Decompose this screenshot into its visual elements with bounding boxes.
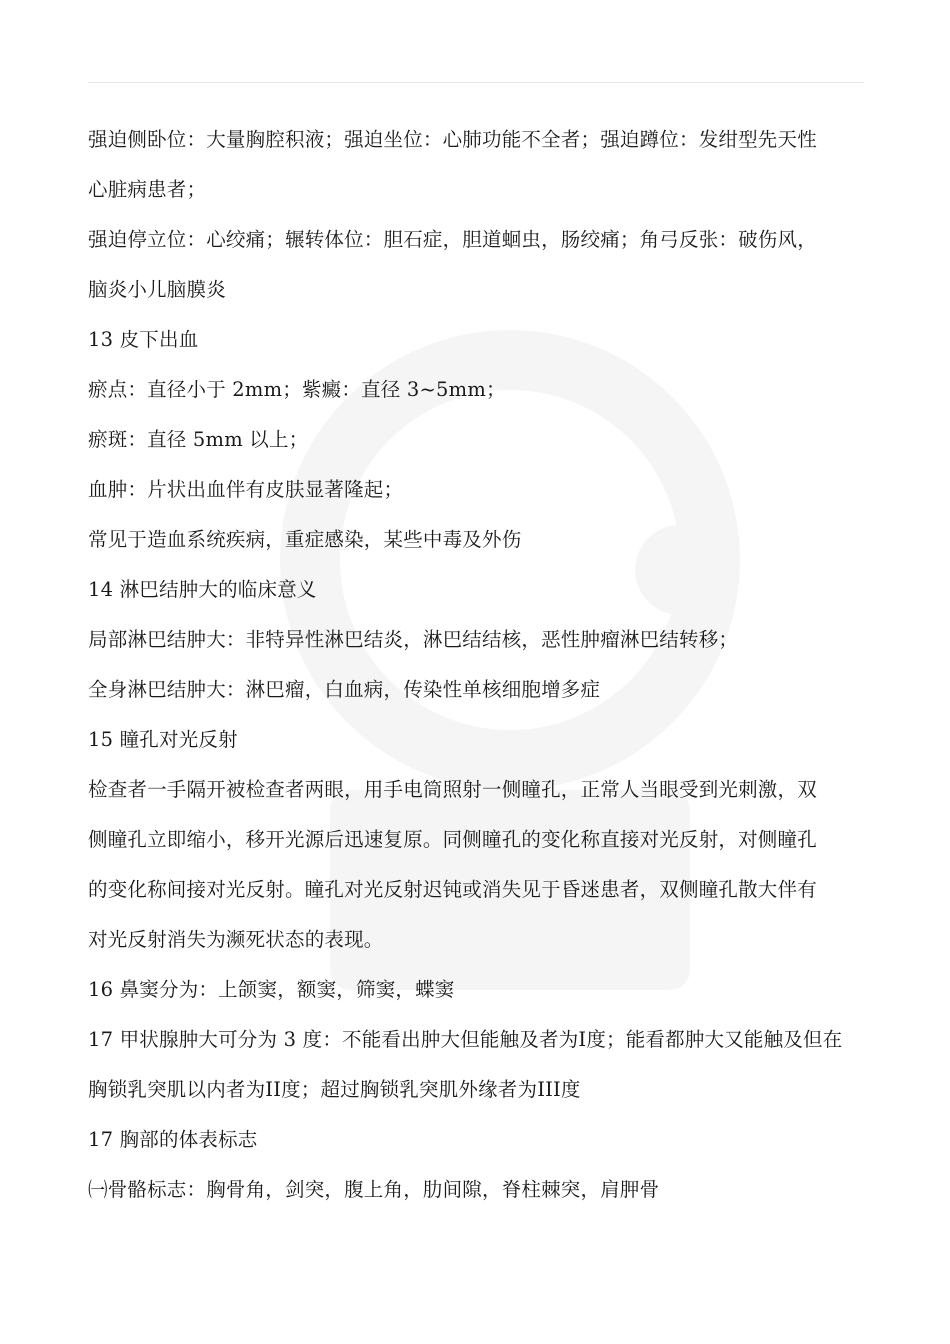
text-line: 瘀点：直径小于 2mm；紫癜：直径 3~5mm； <box>88 378 506 401</box>
text-line: 瘀斑：直径 5mm 以上； <box>88 428 309 451</box>
text-line: 心脏病患者； <box>88 178 207 201</box>
section-heading: 17 甲状腺肿大可分为 3 度：不能看出肿大但能触及者为I度；能看都肿大又能触及但在 <box>88 1028 843 1051</box>
section-heading: 15 瞳孔对光反射 <box>88 728 238 751</box>
text-line: 常见于造血系统疾病，重症感染，某些中毒及外伤 <box>88 528 522 551</box>
text-line: 强迫侧卧位：大量胸腔积液；强迫坐位：心肺功能不全者；强迫蹲位：发绀型先天性 <box>88 128 817 151</box>
section-heading: 14 淋巴结肿大的临床意义 <box>88 578 317 601</box>
section-heading: 13 皮下出血 <box>88 328 199 351</box>
text-line: 的变化称间接对光反射。瞳孔对光反射迟钝或消失见于昏迷患者，双侧瞳孔散大伴有 <box>88 878 817 901</box>
text-line: ㈠骨骼标志：胸骨角，剑突，腹上角，肋间隙，脊柱棘突，肩胛骨 <box>88 1178 660 1201</box>
text-line: 胸锁乳突肌以内者为II度；超过胸锁乳突肌外缘者为III度 <box>88 1078 581 1101</box>
text-line: 局部淋巴结肿大：非特异性淋巴结炎，淋巴结结核，恶性肿瘤淋巴结转移； <box>88 628 739 651</box>
text-line: 强迫停立位：心绞痛；辗转体位：胆石症，胆道蛔虫，肠绞痛；角弓反张：破伤风， <box>88 228 817 251</box>
text-line: 检查者一手隔开被检查者两眼，用手电筒照射一侧瞳孔，正常人当眼受到光刺激，双 <box>88 778 817 801</box>
text-line: 对光反射消失为濒死状态的表现。 <box>88 928 384 951</box>
section-heading: 17 胸部的体表标志 <box>88 1128 258 1151</box>
text-line: 血肿：片状出血伴有皮肤显著隆起； <box>88 478 404 501</box>
text-line: 全身淋巴结肿大：淋巴瘤，白血病，传染性单核细胞增多症 <box>88 678 601 701</box>
text-line: 侧瞳孔立即缩小，移开光源后迅速复原。同侧瞳孔的变化称直接对光反射，对侧瞳孔 <box>88 828 817 851</box>
text-line: 脑炎小儿脑膜炎 <box>88 278 226 301</box>
section-heading: 16 鼻窦分为：上颌窦，额窦，筛窦，蝶窦 <box>88 978 455 1001</box>
header-rule <box>88 82 864 83</box>
document-body <box>88 118 868 1218</box>
